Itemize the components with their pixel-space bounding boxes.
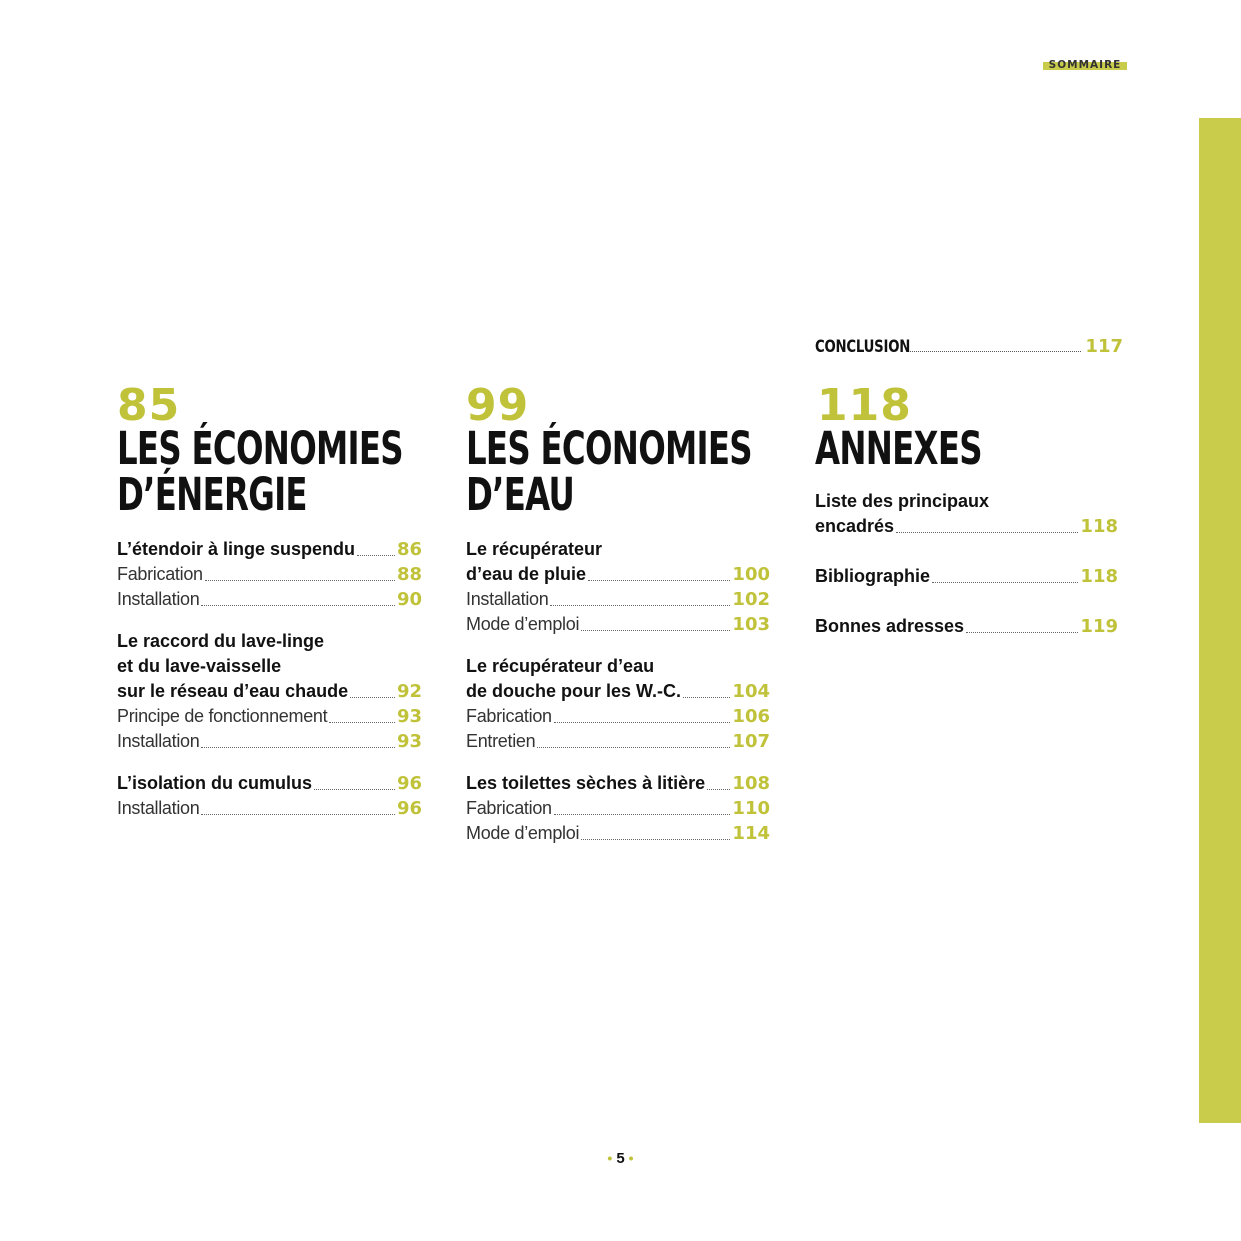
- leader-dots: [537, 747, 730, 748]
- section-title-line: LES ÉCONOMIES: [466, 422, 752, 475]
- toc-entry-label-line[interactable]: Le récupérateur d’eau: [466, 656, 655, 676]
- toc-subentry-label: Mode d’emploi: [466, 823, 580, 843]
- toc-entry-label-line[interactable]: Liste des principaux: [815, 491, 990, 511]
- toc-entry-label: Bonnes adresses: [815, 616, 965, 636]
- leader-dots: [205, 580, 395, 581]
- section-number: 99: [466, 380, 530, 431]
- section-title-line: D’EAU: [466, 468, 575, 521]
- toc-subentry[interactable]: [466, 796, 770, 821]
- toc-list: [815, 489, 1118, 639]
- conclusion-label: CONCLUSION: [815, 337, 911, 357]
- toc-entry[interactable]: [117, 771, 422, 796]
- section-title-line: D’ÉNERGIE: [117, 468, 307, 521]
- toc-subentry[interactable]: [117, 729, 422, 754]
- leader-dots: [907, 351, 1081, 352]
- section-number: 85: [117, 380, 181, 431]
- toc-subentry-page: 110: [732, 798, 770, 819]
- toc-subentry[interactable]: [117, 562, 422, 587]
- toc-subentry[interactable]: [466, 704, 770, 729]
- toc-subentry[interactable]: [117, 796, 422, 821]
- leader-dots: [201, 814, 394, 815]
- toc-subentry[interactable]: [117, 704, 422, 729]
- toc-subentry-page: 93: [396, 731, 422, 752]
- toc-subentry[interactable]: [466, 612, 770, 637]
- toc-list: [466, 537, 770, 846]
- toc-subentry-label: Fabrication: [466, 798, 552, 818]
- toc-entry-label: L’isolation du cumulus: [117, 773, 313, 793]
- toc-entry[interactable]: [815, 564, 1118, 589]
- leader-dots: [707, 789, 730, 790]
- toc-entry-label: Bibliographie: [815, 566, 931, 586]
- toc-subentry-page: 88: [396, 564, 422, 585]
- bullet-icon: •: [628, 1150, 634, 1166]
- toc-subentry-page: 90: [396, 589, 422, 610]
- toc-subentry-label: Fabrication: [117, 564, 203, 584]
- toc-entry-label-line[interactable]: Le récupérateur: [466, 539, 603, 559]
- toc-subentry-label: Entretien: [466, 731, 536, 751]
- leader-dots: [932, 582, 1078, 583]
- section-title: [815, 422, 982, 475]
- toc-subentry-page: 96: [396, 798, 422, 819]
- leader-dots: [550, 605, 730, 606]
- toc-subentry[interactable]: [466, 729, 770, 754]
- toc-subentry-label: Installation: [117, 798, 200, 818]
- leader-dots: [314, 789, 395, 790]
- toc-list: [117, 537, 422, 821]
- toc-entry[interactable]: [466, 771, 770, 796]
- leader-dots: [581, 839, 730, 840]
- leader-dots: [201, 747, 394, 748]
- section-tag-label: SOMMAIRE: [1048, 59, 1122, 71]
- leader-dots: [350, 697, 395, 698]
- toc-subentry-page: 114: [732, 823, 770, 844]
- toc-entry-conclusion[interactable]: [815, 333, 1123, 357]
- leader-dots: [554, 722, 731, 723]
- leader-dots: [554, 814, 731, 815]
- toc-entry-page: 118: [1080, 566, 1118, 587]
- toc-entry-page: 96: [396, 773, 422, 794]
- toc-entry[interactable]: [466, 562, 770, 587]
- toc-subentry-label: Principe de fonctionnement: [117, 706, 328, 726]
- section-title-line: LES ÉCONOMIES: [117, 422, 403, 475]
- toc-entry-page: 92: [396, 681, 422, 702]
- section-number: 118: [817, 380, 912, 431]
- toc-entry[interactable]: [815, 614, 1118, 639]
- section-title-line: ANNEXES: [815, 422, 982, 475]
- toc-subentry-page: 107: [732, 731, 770, 752]
- toc-entry-label-line[interactable]: et du lave-vaisselle: [117, 656, 282, 676]
- toc-entry-page: 104: [732, 681, 770, 702]
- toc-entry-page: 86: [396, 539, 422, 560]
- toc-subentry-label: Installation: [466, 589, 549, 609]
- leader-dots: [896, 532, 1078, 533]
- toc-entry[interactable]: [815, 514, 1118, 539]
- section-title: [117, 422, 403, 521]
- toc-entry[interactable]: [117, 537, 422, 562]
- leader-dots: [329, 722, 395, 723]
- side-color-band: [1199, 118, 1241, 1123]
- toc-entry-page: 100: [732, 564, 770, 585]
- leader-dots: [588, 580, 730, 581]
- toc-subentry-label: Mode d’emploi: [466, 614, 580, 634]
- toc-subentry-page: 106: [732, 706, 770, 727]
- toc-entry-label: Les toilettes sèches à litière: [466, 773, 706, 793]
- toc-subentry-label: Installation: [117, 589, 200, 609]
- conclusion-page: 117: [1085, 336, 1123, 357]
- leader-dots: [683, 697, 730, 698]
- toc-subentry[interactable]: [117, 587, 422, 612]
- toc-entry-label: de douche pour les W.-C.: [466, 681, 682, 701]
- toc-subentry-page: 102: [732, 589, 770, 610]
- toc-entry-label: L’étendoir à linge suspendu: [117, 539, 356, 559]
- toc-entry[interactable]: [466, 679, 770, 704]
- toc-subentry-label: Fabrication: [466, 706, 552, 726]
- toc-entry[interactable]: [117, 679, 422, 704]
- leader-dots: [581, 630, 730, 631]
- toc-entry-label: sur le réseau d’eau chaude: [117, 681, 349, 701]
- toc-entry-page: 108: [732, 773, 770, 794]
- toc-subentry-page: 93: [396, 706, 422, 727]
- leader-dots: [357, 555, 395, 556]
- leader-dots: [201, 605, 394, 606]
- toc-entry-page: 118: [1080, 516, 1118, 537]
- toc-entry-page: 119: [1080, 616, 1118, 637]
- section-title: [466, 422, 752, 521]
- toc-subentry[interactable]: [466, 587, 770, 612]
- page-number: 5: [616, 1150, 625, 1167]
- toc-subentry-label: Installation: [117, 731, 200, 751]
- toc-entry-label: encadrés: [815, 516, 895, 536]
- toc-subentry-page: 103: [732, 614, 770, 635]
- toc-entry-label-line[interactable]: Le raccord du lave-linge: [117, 631, 325, 651]
- page-footer: [0, 1150, 1241, 1167]
- toc-subentry[interactable]: [466, 821, 770, 846]
- bullet-icon: •: [607, 1150, 613, 1166]
- leader-dots: [966, 632, 1078, 633]
- section-tag: [1043, 58, 1127, 72]
- toc-entry-label: d’eau de pluie: [466, 564, 587, 584]
